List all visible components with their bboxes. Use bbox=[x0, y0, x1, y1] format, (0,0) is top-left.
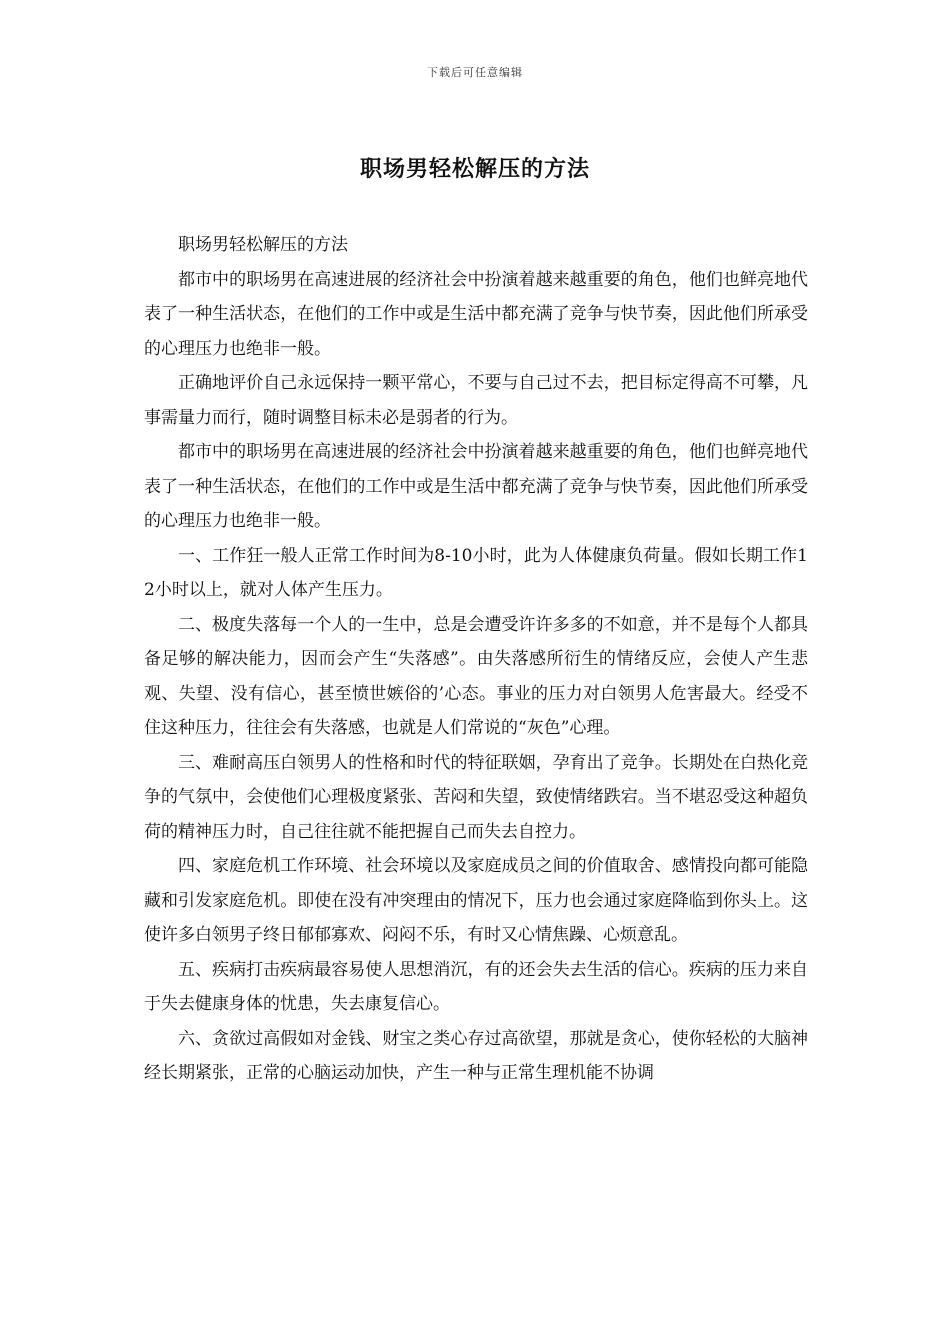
paragraph-greed: 六、贪欲过高假如对金钱、财宝之类心存过高欲望，那就是贪心，使你轻松的大脑神经长期紧张，正常的心脑运动加快，产生一种与正常生理机能不协调 bbox=[144, 1028, 808, 1083]
paragraph-frustration: 二、极度失落每一个人的一生中，总是会遭受许许多多的不如意，并不是每个人都具备足够的解决能力，因而会产生“失落感”。由失落感所衍生的情绪反应，会使人产生悲观、失望、没有信心，甚至愤世嫉俗的’心态。事业的压力对白领男人危害最大。经受不住这种压力，往往会有失落感，也就是人们常说的“灰色”心理。 bbox=[144, 614, 808, 738]
paragraph-high-pressure: 三、难耐高压白领男人的性格和时代的特征联姻，孕育出了竞争。长期处在白热化竞争的气氛中，会使他们心理极度紧张、苦闷和失望，致使情绪跌宕。当不堪忍受这种超负荷的精神压力时，自己往往就不能把握自己而失去自控力。 bbox=[144, 752, 808, 842]
paragraph-subtitle: 职场男轻松解压的方法 bbox=[178, 235, 348, 255]
document-body bbox=[144, 228, 808, 1091]
paragraph-intro: 都市中的职场男在高速进展的经济社会中扮演着越来越重要的角色，他们也鲜亮地代表了一种生活状态，在他们的工作中或是生活中都充满了竞争与快节奏，因此他们所承受的心理压力也绝非一般。 bbox=[144, 269, 808, 359]
paragraph-intro-repeat: 都市中的职场男在高速进展的经济社会中扮演着越来越重要的角色，他们也鲜亮地代表了一种生活状态，在他们的工作中或是生活中都充满了竞争与快节奏，因此他们所承受的心理压力也绝非一般。 bbox=[144, 442, 808, 531]
paragraph-family-crisis: 四、家庭危机工作环境、社会环境以及家庭成员之间的价值取舍、感情投向都可能隐藏和引发家庭危机。即使在没有冲突理由的情况下，压力也会通过家庭降临到你头上。这使许多白领男子终日郁郁寡欢、闷闷不乐，有时又心情焦躁、心烦意乱。 bbox=[144, 856, 808, 945]
page-header-note: 下载后可任意编辑 bbox=[427, 66, 523, 79]
paragraph-illness: 五、疾病打击疾病最容易使人思想消沉，有的还会失去生活的信心。疾病的压力来自于失去健康身体的忧患，失去康复信心。 bbox=[144, 959, 808, 1014]
paragraph-workaholic: 一、工作狂一般人正常工作时间为8-10小时，此为人体健康负荷量。假如长期工作12小时以上，就对人体产生压力。 bbox=[144, 545, 808, 600]
paragraph-advice: 正确地评价自己永远保持一颗平常心，不要与自己过不去，把目标定得高不可攀，凡事需量力而行，随时调整目标未必是弱者的行为。 bbox=[144, 373, 808, 428]
document-title: 职场男轻松解压的方法 bbox=[359, 156, 590, 182]
